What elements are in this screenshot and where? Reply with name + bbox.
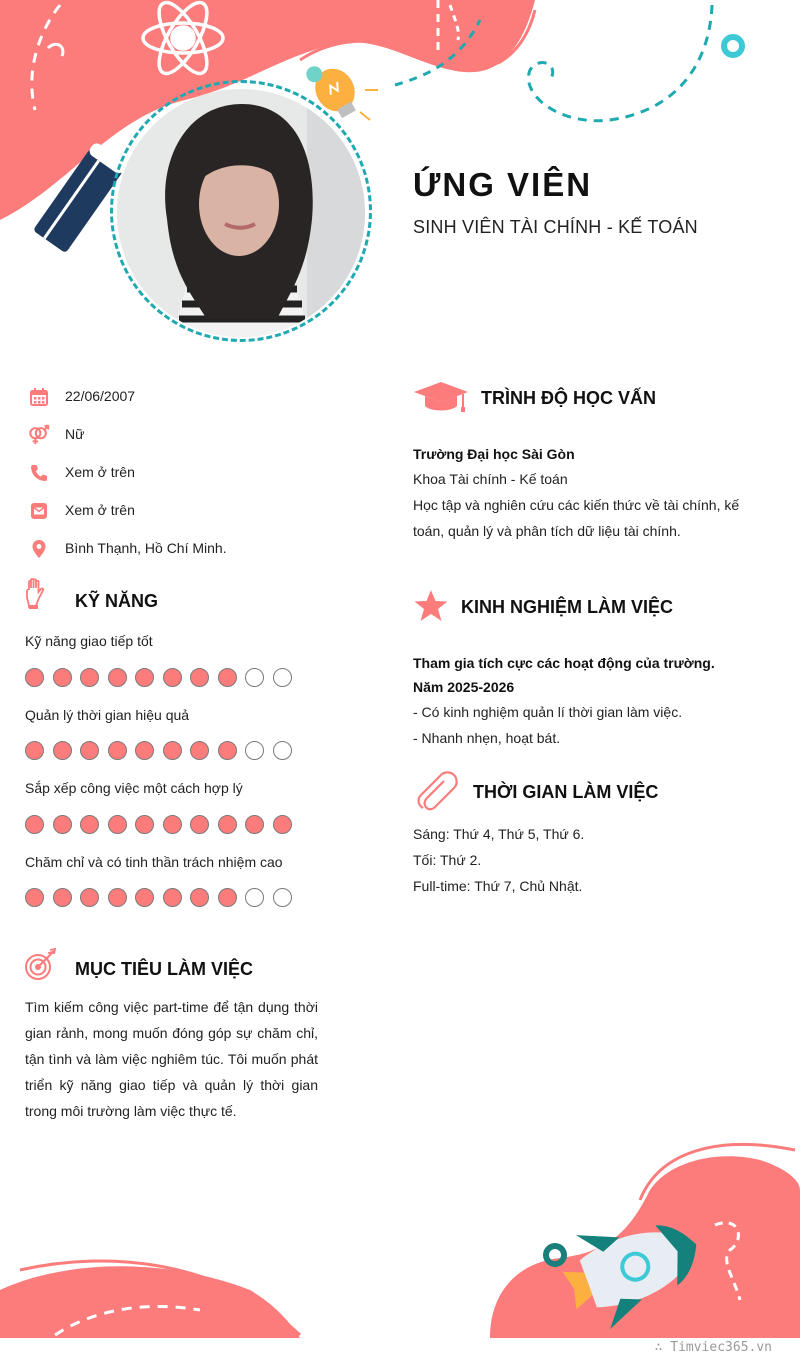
rating-dot-empty — [245, 888, 264, 907]
candidate-title: SINH VIÊN TÀI CHÍNH - KẾ TOÁN — [413, 217, 698, 237]
rating-dot-filled — [108, 815, 127, 834]
rating-dot-filled — [190, 741, 209, 760]
rating-dot-filled — [108, 888, 127, 907]
rating-dot-filled — [273, 815, 292, 834]
rating-dot-filled — [53, 741, 72, 760]
education-title: TRÌNH ĐỘ HỌC VẤN — [481, 388, 656, 408]
rating-dot-filled — [135, 741, 154, 760]
gender-text: Nữ — [65, 426, 85, 442]
rating-dot-filled — [53, 668, 72, 687]
schedule-line: Sáng: Thứ 4, Thứ 5, Thứ 6. — [413, 826, 585, 842]
paperclip-icon — [415, 770, 459, 817]
info-email — [28, 500, 135, 522]
skills-title: KỸ NĂNG — [75, 591, 159, 611]
star-icon — [413, 589, 449, 628]
info-gender — [28, 424, 85, 446]
rating-dot-empty — [273, 741, 292, 760]
rating-dot-filled — [53, 888, 72, 907]
rating-dot-empty — [245, 668, 264, 687]
rating-dot-empty — [245, 741, 264, 760]
rating-dot-filled — [80, 815, 99, 834]
skill-name: Chăm chỉ và có tinh thần trách nhiệm cao — [25, 854, 283, 870]
schedule-line: Tối: Thứ 2. — [413, 852, 482, 868]
schedule-title: THỜI GIAN LÀM VIỆC — [473, 782, 659, 802]
education-school: Trường Đại học Sài Gòn — [413, 446, 575, 462]
rating-dot-filled — [163, 815, 182, 834]
skill-rating — [25, 741, 292, 760]
rating-dot-empty — [273, 668, 292, 687]
skill-rating — [25, 815, 292, 834]
info-birthday — [28, 386, 136, 408]
goal-text: Tìm kiếm công việc part-time để tận dụng thời gian rảnh, mong muốn đóng góp sự chăm chỉ, tận tình và làm việc nghiêm túc. Tôi muốn phát triển kỹ năng giao tiếp và quản lý thời gian trong môi trường làm việc thực tế. — [25, 999, 318, 1119]
rating-dot-empty — [273, 888, 292, 907]
skill-name: Quản lý thời gian hiệu quả — [25, 707, 190, 723]
watermark: ∴ Timviec365.vn — [654, 1340, 772, 1355]
rating-dot-filled — [108, 741, 127, 760]
experience-period: Năm 2025-2026 — [413, 679, 515, 695]
rating-dot-filled — [25, 741, 44, 760]
rating-dot-filled — [163, 741, 182, 760]
rating-dot-filled — [245, 815, 264, 834]
rating-dot-filled — [108, 668, 127, 687]
address-text: Bình Thạnh, Hồ Chí Minh. — [65, 540, 227, 556]
rating-dot-filled — [53, 815, 72, 834]
skill-rating — [25, 888, 292, 907]
skill-rating — [25, 668, 292, 687]
calendar-icon — [28, 386, 50, 408]
rating-dot-filled — [80, 741, 99, 760]
rating-dot-filled — [25, 815, 44, 834]
candidate-name: ỨNG VIÊN — [413, 166, 593, 203]
target-icon — [24, 948, 58, 987]
rating-dot-filled — [218, 741, 237, 760]
goal-title: MỤC TIÊU LÀM VIỆC — [75, 959, 253, 979]
graduation-cap-icon — [413, 380, 469, 419]
map-pin-icon — [28, 538, 50, 560]
experience-bullet: - Nhanh nhẹn, hoạt bát. — [413, 730, 561, 746]
watermark-text: Timviec365.vn — [670, 1340, 772, 1355]
gender-icon — [28, 424, 50, 446]
rating-dot-filled — [190, 888, 209, 907]
rating-dot-filled — [190, 668, 209, 687]
experience-bullet: - Có kinh nghiệm quản lí thời gian làm việc. — [413, 704, 683, 720]
teal-ring-bottom — [546, 1246, 564, 1264]
profile-photo — [117, 89, 365, 337]
education-faculty: Khoa Tài chính - Kế toán — [413, 471, 568, 487]
rating-dot-filled — [218, 668, 237, 687]
rating-dot-filled — [135, 815, 154, 834]
education-description: Học tập và nghiên cứu các kiến thức về tài chính, kế toán, quản lý và phân tích dữ liệu tài chính. — [413, 497, 740, 539]
email-text: Xem ở trên — [65, 502, 135, 518]
skill-name: Sắp xếp công việc một cách hợp lý — [25, 780, 243, 796]
skill-name: Kỹ năng giao tiếp tốt — [25, 633, 153, 649]
experience-heading: Tham gia tích cực các hoạt động của trường. — [413, 655, 715, 671]
rating-dot-filled — [163, 888, 182, 907]
phone-icon — [28, 462, 50, 484]
schedule-line: Full-time: Thứ 7, Chủ Nhật. — [413, 878, 583, 894]
rating-dot-filled — [80, 888, 99, 907]
rating-dot-filled — [190, 815, 209, 834]
phone-text: Xem ở trên — [65, 464, 135, 480]
email-icon — [28, 500, 50, 522]
rating-dot-filled — [25, 668, 44, 687]
teal-ring — [724, 37, 742, 55]
rating-dot-filled — [25, 888, 44, 907]
info-phone — [28, 462, 135, 484]
rating-dot-filled — [163, 668, 182, 687]
rating-dot-filled — [218, 888, 237, 907]
rating-dot-filled — [135, 888, 154, 907]
info-address — [28, 538, 227, 560]
rating-dot-filled — [80, 668, 99, 687]
experience-title: KINH NGHIỆM LÀM VIỆC — [461, 597, 674, 617]
birthday-text: 22/06/2007 — [65, 388, 136, 404]
hand-icon — [24, 578, 48, 615]
rating-dot-filled — [135, 668, 154, 687]
rating-dot-filled — [218, 815, 237, 834]
